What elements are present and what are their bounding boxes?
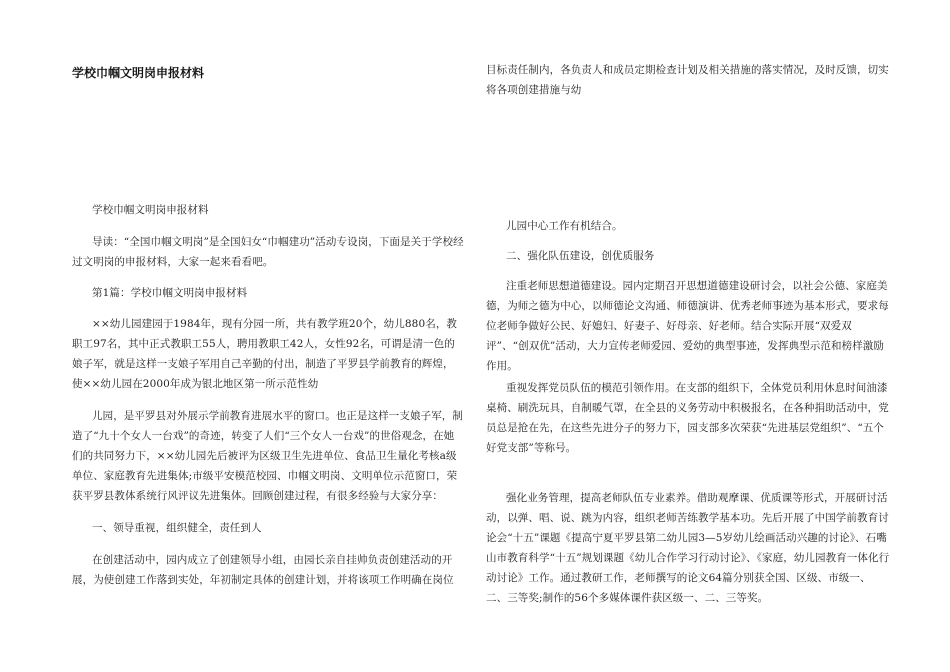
body-paragraph: 重视发挥党员队伍的模范引领作用。在支部的组织下，全体党员利用休息时间油漆桌椅、刷洗玩具，自制暖气罩，在全县的义务劳动中积极报名，在各种捐助活动中，党员总是抢在先，在这些先进分子的努力下，园支部多次荣获“先进基层党组织”、“五个好党支部”等称号。: [486, 382, 889, 454]
body-paragraph: 强化业务管理，提高老师队伍专业素养。借助观摩课、优质课等形式，开展研讨活动，以弹、唱、说、跳为内容，组织老师苦练教学基本功。先后开展了中国学前教育讨论会“十五”课题《提高宁夏平罗县第二幼儿园3—5岁幼儿绘画活动兴趣的讨论》、石嘴山市教育科学“十五”规划课题《幼儿合作学习行动讨论》、《家庭，幼儿园教育一体化行动讨论》工作。通过教研工作，老师撰写的论文64篇分别获全国、区级、市级一、二、三等奖;制作的56个多媒体课件获区级一、二、三等奖。: [486, 492, 890, 604]
body-paragraph: 在创建活动中，园内成立了创建领导小组，由园长亲自挂帅负责创建活动的开展，为使创建工作落到实处，年初制定具体的创建计划，并将该项工作明确在岗位: [72, 554, 454, 586]
body-paragraph: 儿园，是平罗县对外展示学前教育进展水平的窗口。也正是这样一支娘子军，制造了“九十个女人一台戏”的奇迹，转变了人们“三个女人一台戏”的世俗观念，在她们的共同努力下，××幼儿园先后被评为区级卫生先进单位、食品卫生量化考核a级单位、家庭教育先进集体;市级平安模范校园、巾帼文明岗、文明单位示范窗口，荣获平罗县教体系统行风评议先进集体。回顾创建过程，有很多经验与大家分享：: [72, 410, 463, 502]
section-heading: 二、强化队伍建设，创优质服务: [506, 250, 655, 262]
body-paragraph: 儿园中心工作有机结合。: [506, 220, 623, 232]
body-paragraph: 目标责任制内，各负责人和成员定期检查计划及相关措施的落实情况，及时反馈，切实将各项创建措施与幼: [486, 64, 889, 96]
body-paragraph: 注重老师思想道德建设。园内定期召开思想道德建设研讨会，以社会公德、家庭美德，为师之德为中心，以师德论文沟通、师德演讲、优秀老师事迹为基本形式，要求每位老师争做好公民、好媳妇、好妻子、好母亲、好老师。结合实际开展“双爱双评”、“创双优”活动，大力宣传老师爱园、爱幼的典型事迹，发挥典型示范和榜样激励作用。: [486, 280, 889, 372]
intro-paragraph: 导读：“全国巾帼文明岗”是全国妇女“巾帼建功”活动专设岗，下面是关于学校经过文明岗的申报材料，大家一起来看看吧。: [72, 236, 464, 268]
section-heading: 第1篇：学校巾帼文明岗申报材料: [92, 287, 248, 299]
body-paragraph: ××幼儿园建园于1984年，现有分园一所，共有教学班20个，幼儿880名，教职工97名，其中正式教职工55人，聘用教职工42人，女性92名，可谓是清一色的娘子军，就是这样一支娘子军用自己辛勤的付出，制造了平罗县学前教育的辉煌，使××幼儿园在2000年成为银北地区第一所示范性幼: [72, 318, 458, 390]
subtitle-paragraph: 学校巾帼文明岗申报材料: [92, 204, 209, 216]
document-title: 学校巾帼文明岗申报材料: [72, 66, 205, 80]
section-heading: 一、领导重视，组织健全，责任到人: [92, 522, 262, 534]
